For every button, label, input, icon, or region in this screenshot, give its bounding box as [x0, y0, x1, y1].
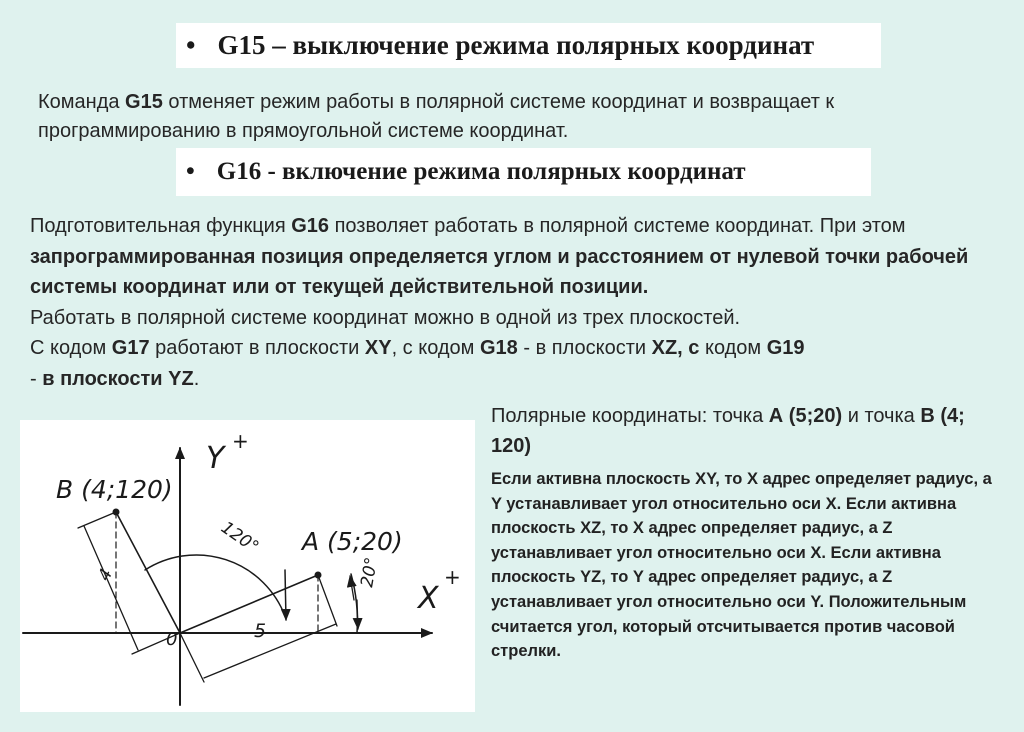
paragraph-g16: [30, 211, 990, 394]
x-axis-label: X: [418, 581, 439, 616]
point-a-coords: А (5;20): [768, 405, 843, 427]
origin-label: 0: [166, 629, 178, 650]
ext-a: [318, 575, 337, 626]
polar-diagram: [20, 420, 475, 712]
code-g15: G15: [125, 91, 163, 113]
text: Полярные координаты: точка: [491, 405, 769, 427]
dim-4-line: [84, 526, 138, 650]
ray-a: [180, 575, 318, 633]
angle-120-label: 120°: [217, 517, 263, 558]
paragraph-g15: [38, 88, 998, 146]
text: работают в плоскости: [149, 337, 365, 359]
text: позволяет работать в полярной системе координат. При этом: [329, 215, 906, 237]
bullet: •: [186, 158, 195, 185]
text: отменяет режим работы в полярной системе координат и возвращает к программированию в прямоугольной системе координат.: [38, 91, 835, 142]
bullet: •: [186, 30, 196, 60]
paragraph-plane-explanation: Если активна плоскость XY, то X адрес определяет радиус, а Y устанавливает угол относительно оси X. Если активна плоскость XZ, то X адрес определяет радиус, а Z устанавливает угол относительно оси X. Если активна плоскость YZ, то Y адрес определяет радиус, а Z устанавливает угол относительно оси Y. Положительным считается угол, который отсчитывается против часовой стрелки.: [491, 470, 992, 661]
bold-text: запрограммированная позиция определяется углом и расстоянием от нулевой точки рабочей системы координат или от текущей действительной позиции.: [30, 245, 969, 298]
text: -: [30, 367, 43, 390]
text: С кодом: [30, 337, 112, 359]
point-b: [113, 509, 120, 516]
polar-diagram-svg: [20, 420, 475, 712]
code-g16: G16: [291, 215, 330, 237]
code-g18: G18: [480, 337, 518, 359]
heading-g15: [176, 23, 881, 68]
point-a: [315, 572, 322, 579]
angle-20-label: 20°: [357, 555, 383, 589]
code-g19: G19: [766, 337, 805, 359]
point-b-coords: В (4; 120): [491, 405, 965, 457]
arc-20: [351, 574, 357, 633]
paragraph-polar-points: [491, 401, 991, 461]
point-b-label: B (4;120): [56, 475, 173, 504]
plane-yz: в плоскости YZ: [42, 367, 194, 390]
plane-xy: XY: [364, 337, 392, 359]
dim-4-label: 4: [94, 565, 118, 585]
y-axis-label: Y: [206, 441, 225, 476]
ray-b: [116, 512, 180, 633]
x-axis-sup: +: [444, 565, 461, 589]
arc-120-arrow: [285, 570, 286, 620]
code-g17: G17: [111, 337, 150, 359]
text: Подготовительная функция: [30, 215, 292, 237]
text: и точка: [842, 405, 921, 427]
text: Команда: [38, 91, 126, 113]
text: .: [193, 367, 200, 390]
heading-g16: [176, 148, 871, 196]
ext-origin: [180, 633, 204, 682]
text: - в плоскости: [517, 337, 652, 359]
dim-5-label: 5: [254, 620, 267, 642]
text: , с кодом: [391, 337, 480, 359]
text: Работать в полярной системе координат можно в одной из трех плоскостей.: [30, 306, 741, 329]
text: кодом: [699, 337, 767, 359]
y-axis-sup: +: [232, 429, 249, 453]
plane-xz: XZ, с: [651, 337, 700, 359]
heading-g16-text: G16 - включение режима полярных координат: [216, 158, 746, 185]
heading-g15-text: G15 – выключение режима полярных координат: [217, 30, 815, 60]
point-a-label: A (5;20): [302, 527, 403, 556]
